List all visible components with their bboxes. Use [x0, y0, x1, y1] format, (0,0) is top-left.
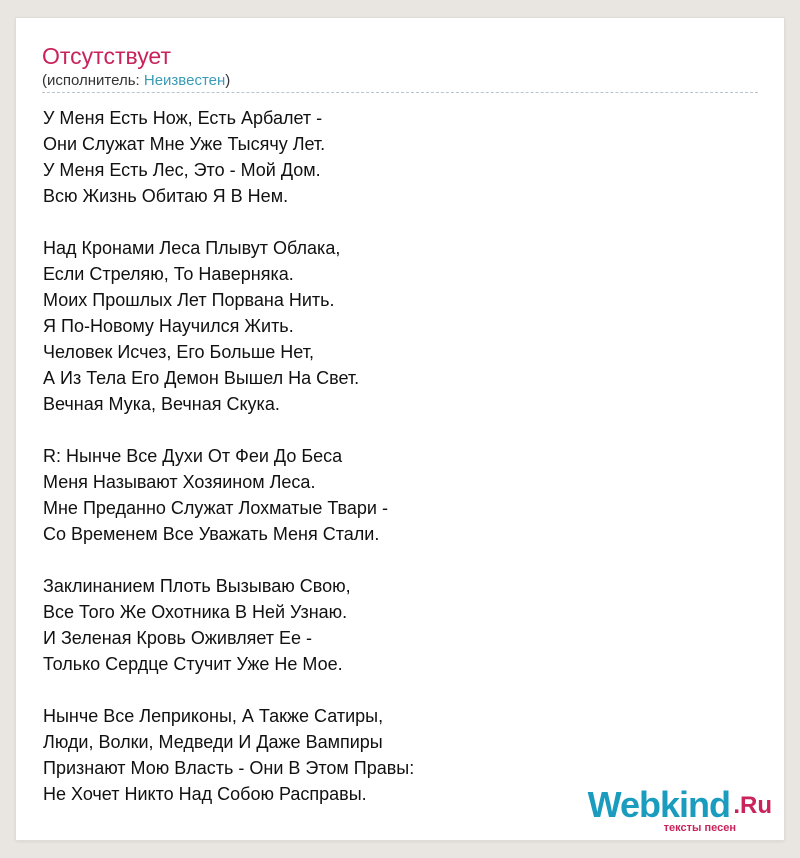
artist-line: [42, 72, 758, 90]
lyric-line: Вечная Мука, Вечная Скука.: [43, 394, 280, 414]
lyric-line: У Меня Есть Нож, Есть Арбалет -: [43, 108, 323, 128]
lyric-line: Если Стреляю, То Наверняка.: [43, 264, 294, 284]
lyrics-body: [43, 105, 743, 833]
lyric-line: Я По-Новому Научился Жить.: [43, 316, 294, 336]
stanza: [43, 235, 743, 417]
lyric-line: Признают Мою Власть - Они В Этом Правы:: [43, 758, 415, 778]
stanza: [43, 105, 743, 209]
song-header: [42, 42, 758, 90]
logo-brand: Webkind: [587, 784, 730, 825]
lyric-line: А Из Тела Его Демон Вышел На Свет.: [43, 368, 360, 388]
lyrics-card: [16, 18, 784, 840]
webkind-logo: [572, 784, 772, 834]
lyric-line: Нынче Все Леприконы, А Также Сатиры,: [43, 706, 384, 726]
artist-prefix: (исполнитель:: [42, 72, 144, 89]
lyric-line: Не Хочет Никто Над Собою Расправы.: [43, 784, 367, 804]
lyric-line: Человек Исчез, Его Больше Нет,: [43, 342, 314, 362]
lyric-line: Со Временем Все Уважать Меня Стали.: [43, 524, 380, 544]
stanza: [43, 573, 743, 677]
logo-tld: .Ru: [733, 792, 772, 819]
lyric-line: Меня Называют Хозяином Леса.: [43, 472, 316, 492]
stanza: [43, 443, 743, 547]
lyric-line: Заклинанием Плоть Вызываю Свою,: [43, 576, 351, 596]
artist-link[interactable]: Неизвестен: [143, 72, 226, 89]
lyric-line: У Меня Есть Лес, Это - Мой Дом.: [43, 160, 321, 180]
song-title: Отсутствует: [42, 43, 171, 69]
lyric-line: Моих Прошлых Лет Порвана Нить.: [43, 290, 335, 310]
header-divider: [42, 92, 758, 93]
lyric-line: Все Того Же Охотника В Ней Узнаю.: [43, 602, 348, 622]
lyric-line: Люди, Волки, Медведи И Даже Вампиры: [43, 732, 383, 752]
lyric-line: Мне Преданно Служат Лохматые Твари -: [43, 498, 388, 518]
lyric-line: R: Нынче Все Духи От Феи До Беса: [43, 446, 343, 466]
lyric-line: Всю Жизнь Обитаю Я В Нем.: [43, 186, 289, 206]
artist-suffix: ): [225, 72, 231, 89]
lyric-line: Они Служат Мне Уже Тысячу Лет.: [43, 134, 326, 154]
lyric-line: Только Сердце Стучит Уже Не Мое.: [43, 654, 343, 674]
logo-tagline: тексты песен: [663, 822, 736, 834]
lyric-line: Над Кронами Леса Плывут Облака,: [43, 238, 341, 258]
lyric-line: И Зеленая Кровь Оживляет Ее -: [43, 628, 313, 648]
